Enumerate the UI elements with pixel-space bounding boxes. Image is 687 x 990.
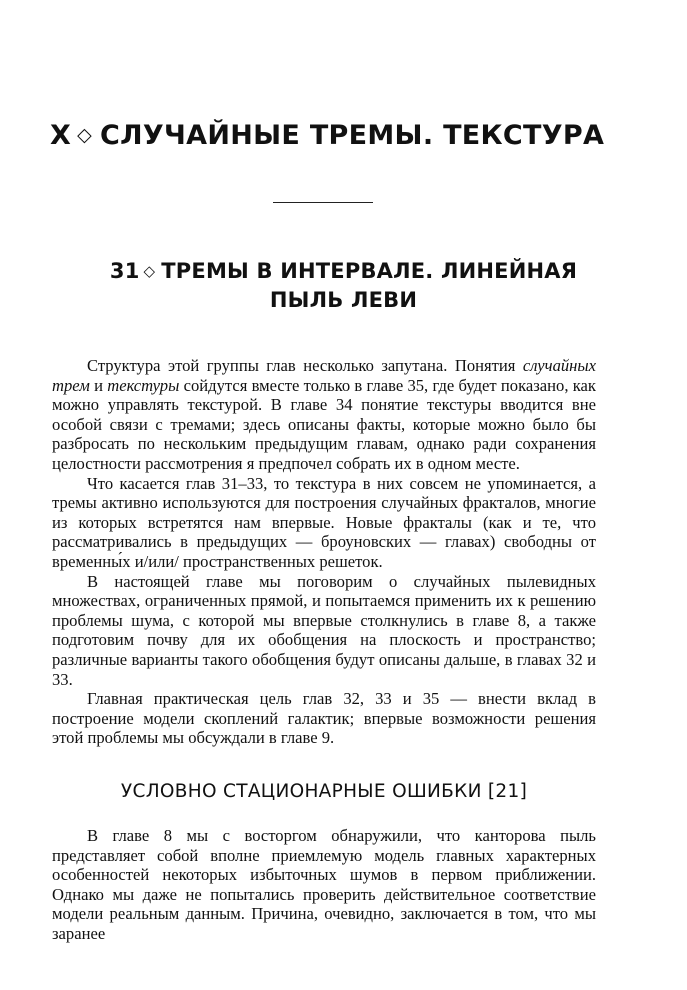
emphasis-term: случайных трем: [52, 356, 596, 395]
title-divider: [273, 202, 373, 203]
part-title: [50, 120, 650, 151]
diamond-separator-icon: ◇: [143, 262, 156, 280]
paragraph-text: сойдутся вместе только в главе 35, где будет показано, как можно управлять текстурой. В главе 34 понятие текстуры вводится вне особой связи с тремами; здесь описаны факты, которые можно было бы разбросать по нескольким предыдущим главам, однако ради сохранения целостности рассмотрения я предпочел собрать их в одном месте.: [52, 375, 596, 473]
paragraph-text: и: [89, 375, 108, 395]
chapter-number: 31: [109, 259, 140, 283]
chapter-title-line2: ПЫЛЬ ЛЕВИ: [269, 288, 418, 312]
paragraph: В главе 8 мы с восторгом обнаружили, что канторова пыль представляет собой вполне приемлемую модель главных характерных особенностей некоторых избыточных шумов в первом приближении. Однако мы даже не попытались проверить действительное соответствие модели реальным данным. Причина, очевидно, заключается в том, что мы заранее: [52, 826, 596, 943]
part-number: X: [50, 120, 72, 151]
chapter-title: [40, 257, 647, 315]
intro-text: [52, 356, 596, 748]
paragraph: Главная практическая цель глав 32, 33 и 35 — внести вклад в построение модели скоплений галактик; впервые возможности решения этой проблемы мы обсуждали в главе 9.: [52, 689, 596, 748]
paragraph: В настоящей главе мы поговорим о случайных пылевидных множествах, ограниченных прямой, и попытаемся применить их к решению проблемы шума, с которой мы впервые столкнулись в главе 8, а также подготовим почву для их обобщения на плоскость и пространство; различные варианты такого обобщения будут описаны дальше, в главах 32 и 33.: [52, 571, 596, 689]
paragraph: [52, 356, 596, 474]
paragraph-text: Структура этой группы глав несколько запутана. Понятия: [87, 356, 523, 375]
paragraph: Что касается глав 31–33, то текстура в них совсем не упоминается, а тремы активно используются для построения случайных фракталов, многие из которых встретятся нам впервые. Новые фракталы (как и те, что рассматривались в предыдущих — броуновских — главах) свободны от временны́х и/или/ пространственных решеток.: [52, 473, 596, 571]
diamond-separator-icon: ◇: [77, 124, 93, 146]
emphasis-term: текстуры: [107, 375, 180, 395]
part-title-text: СЛУЧАЙНЫЕ ТРЕМЫ. ТЕКСТУРА: [100, 120, 605, 151]
chapter-title-line1: ТРЕМЫ В ИНТЕРВАЛЕ. ЛИНЕЙНАЯ: [161, 259, 578, 283]
section-heading: УСЛОВНО СТАЦИОНАРНЫЕ ОШИБКИ [21]: [120, 781, 528, 802]
section-text: [52, 826, 596, 944]
